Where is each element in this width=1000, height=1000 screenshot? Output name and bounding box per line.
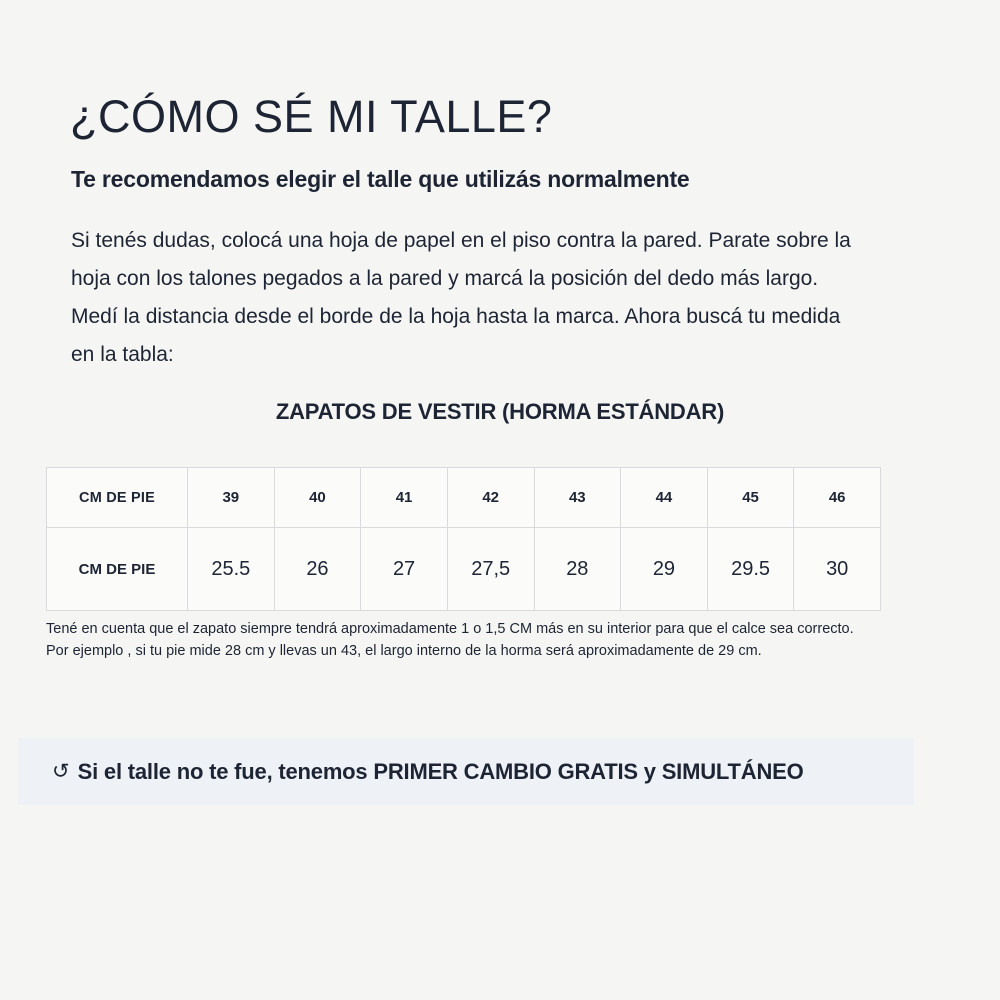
table-cell: 29.5: [707, 528, 794, 611]
table-header-row: [47, 468, 881, 528]
table-header-cell: 41: [361, 468, 448, 528]
table-header-cell: 42: [447, 468, 534, 528]
table-row-label: CM DE PIE: [47, 528, 188, 611]
table-cell: 28: [534, 528, 621, 611]
table-cell: 27,5: [447, 528, 534, 611]
table-cell: 26: [274, 528, 361, 611]
table-cell: 29: [621, 528, 708, 611]
size-table: [46, 467, 881, 611]
table-header-cell: 44: [621, 468, 708, 528]
page-title: ¿CÓMO SÉ MI TALLE?: [70, 91, 553, 143]
table-header-cell: 40: [274, 468, 361, 528]
exchange-banner: [18, 738, 914, 805]
table-header-cell: 39: [188, 468, 275, 528]
table-note-line-2: Por ejemplo , si tu pie mide 28 cm y llevas un 43, el largo interno de la horma será aproximadamente de 29 cm.: [46, 643, 762, 659]
table-header-label: CM DE PIE: [47, 468, 188, 528]
exchange-banner-text: Si el talle no te fue, tenemos PRIMER CAMBIO GRATIS y SIMULTÁNEO: [77, 758, 804, 784]
table-cell: 30: [794, 528, 881, 611]
table-header-cell: 45: [707, 468, 794, 528]
instructions-paragraph: Si tenés dudas, colocá una hoja de papel en el piso contra la pared. Parate sobre la hoja con los talones pegados a la pared y marcá la posición del dedo más largo. Medí la distancia desde el borde de la hoja hasta la marca. Ahora buscá tu medida en la tabla:: [71, 229, 851, 366]
table-row: [47, 528, 881, 611]
table-header-cell: 46: [794, 468, 881, 528]
table-header-cell: 43: [534, 468, 621, 528]
exchange-arrows-icon: ↺: [52, 759, 70, 783]
table-title: ZAPATOS DE VESTIR (HORMA ESTÁNDAR): [275, 399, 725, 424]
table-note-line-1: Tené en cuenta que el zapato siempre tendrá aproximadamente 1 o 1,5 CM más en su interior para que el calce sea correcto.: [46, 621, 854, 637]
table-cell: 25.5: [188, 528, 275, 611]
recommendation-text: Te recomendamos elegir el talle que utilizás normalmente: [71, 166, 690, 192]
table-cell: 27: [361, 528, 448, 611]
table-note: [46, 618, 946, 662]
